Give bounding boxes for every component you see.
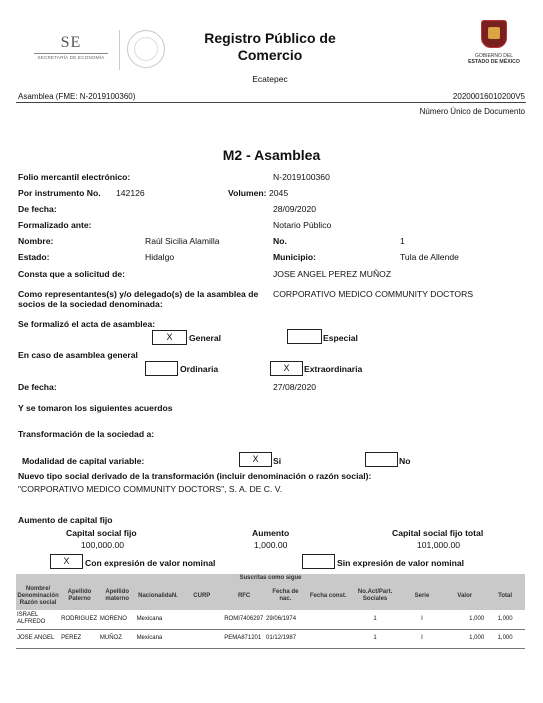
th-nacionalidad: NacionalidaN. (138, 592, 178, 599)
si-label: Si (273, 456, 282, 466)
municipio-value: Tula de Allende (400, 252, 459, 262)
gov-logo-line1: GOBIERNO DEL (474, 53, 514, 59)
gov-logo-line2: ESTADO DE MÉXICO (468, 59, 520, 65)
cell-nombre: ISRAEL ALFREDO (17, 612, 46, 626)
estado-value: Hidalgo (145, 252, 175, 262)
doc-ref-label: Número Único de Documento (419, 107, 525, 116)
acuerdos-label: Y se tomaron los siguientes acuerdos (18, 403, 173, 413)
nombre-label: Nombre: (18, 236, 54, 246)
th-fecha-const: Fecha const. (309, 592, 347, 599)
doc-ref-right: 20200016010200V5 (452, 92, 525, 101)
th-valor: Valor (457, 592, 473, 599)
form-title: M2 - Asamblea (222, 147, 321, 163)
cell-serie: I (421, 635, 423, 641)
cell-apellido-paterno: RODRIGUEZ (61, 615, 98, 622)
consta-value: JOSE ANGEL PEREZ MUÑOZ (273, 269, 392, 279)
registry-title-line1: Registro Público de (204, 30, 336, 46)
th-serie: Serie (414, 592, 430, 599)
cell-nacionalidad: Mexicana (136, 615, 163, 622)
th-apellido-materno: Apellido materno (105, 589, 130, 602)
table-group-header-row (16, 574, 525, 582)
capital-total-value: 101,000.00 (417, 540, 461, 550)
registry-location: Ecatepec (252, 74, 288, 84)
modalidad-label: Modalidad de capital variable: (22, 456, 145, 466)
edomex-shield-icon (481, 20, 507, 48)
municipio-label: Municipio: (273, 252, 316, 262)
especial-label: Especial (323, 333, 358, 343)
ordinaria-label: Ordinaria (180, 364, 219, 374)
nuevo-tipo-value: "CORPORATIVO MEDICO COMMUNITY DOCTORS", S. A. DE C. V. (18, 484, 283, 494)
representantes-label-2: socios de la sociedad denominada: (18, 299, 163, 309)
notario-no-label: No. (273, 236, 287, 246)
cell-valor: 1,000 (469, 635, 485, 641)
cell-apellido-paterno: PEREZ (61, 635, 82, 641)
th-apellido-paterno: Apellido Paterno (67, 589, 92, 602)
con-expresion-checkbox[interactable]: X (50, 554, 83, 569)
cell-fecha-nac: 01/12/1987 (266, 635, 297, 641)
cell-serie: I (421, 615, 423, 622)
logo-divider (119, 30, 120, 70)
formalizado-label: Formalizado ante: (18, 220, 92, 230)
doc-ref-divider (16, 102, 526, 103)
gov-edomex-logo (462, 20, 526, 74)
table-header-row (16, 582, 525, 610)
se-logo (28, 34, 114, 68)
formalizo-label: Se formalizó el acta de asamblea: (18, 319, 156, 329)
fecha2-value: 27/08/2020 (273, 382, 317, 392)
con-expresion-label: Con expresión de valor nominal (85, 558, 216, 568)
cell-apellido-materno: MUÑOZ (99, 635, 122, 641)
nombre-value: Raúl Sicilia Alamilla (145, 236, 220, 246)
cell-acciones: 1 (373, 615, 377, 622)
sin-expresion-label: Sin expresión de valor nominal (337, 558, 465, 568)
notario-no-value: 1 (400, 236, 405, 246)
aumento-value: 1,000.00 (254, 540, 288, 550)
cell-curp (180, 610, 223, 629)
th-rfc: RFC (237, 592, 251, 599)
transformacion-label: Transformación de la sociedad a: (18, 429, 155, 439)
capital-fijo-label: Capital social fijo (66, 528, 137, 538)
extraordinaria-checkbox[interactable]: X (270, 361, 303, 376)
cell-nacionalidad: Mexicana (136, 635, 163, 641)
doc-ref-left: Asamblea (FME: N-2019100360) (18, 92, 136, 101)
cell-total: 1,000 (497, 635, 513, 641)
aumento-capital-label: Aumento de capital fijo (18, 515, 113, 525)
cell-curp (180, 629, 223, 648)
socios-table (16, 574, 525, 649)
aumento-col-label: Aumento (252, 528, 290, 538)
cell-acciones: 1 (373, 635, 377, 641)
cell-nombre: JOSE ANGEL (17, 635, 55, 641)
cell-apellido-materno: MORENO (99, 615, 127, 622)
cell-fecha-const (306, 610, 351, 629)
folio-value: N-2019100360 (273, 172, 330, 182)
representantes-label-1: Como representantes(s) y/o delegado(s) de la asamblea de (18, 289, 259, 299)
cell-fecha-const (306, 629, 351, 648)
volumen-label: Volumen: (228, 188, 267, 198)
si-checkbox[interactable]: X (239, 452, 272, 467)
general-checkbox[interactable]: X (152, 330, 187, 345)
th-total: Total (498, 592, 513, 599)
fecha-label: De fecha: (18, 204, 57, 214)
folio-label: Folio mercantil electrónico: (18, 172, 131, 182)
cell-rfc: PEMA871201 (224, 635, 262, 641)
cell-valor: 1,000 (469, 615, 485, 622)
cell-rfc: ROMI7406297 (224, 615, 264, 622)
national-seal-icon (127, 30, 165, 68)
instrumento-value: 142126 (116, 188, 145, 198)
general-label: General (189, 333, 222, 343)
no-checkbox[interactable] (365, 452, 398, 467)
cell-total: 1,000 (497, 615, 513, 622)
sin-expresion-checkbox[interactable] (302, 554, 335, 569)
se-logo-text: SE (60, 34, 82, 51)
cell-fecha-nac: 29/06/1974 (266, 615, 297, 622)
ordinaria-checkbox[interactable] (145, 361, 178, 376)
formalizado-value: Notario Público (273, 220, 332, 230)
capital-total-label: Capital social fijo total (392, 528, 484, 538)
no-label: No (399, 456, 411, 466)
especial-checkbox[interactable] (287, 329, 322, 344)
th-acciones: No.Act/Part. Sociales (357, 589, 393, 602)
table-row (16, 629, 525, 648)
th-curp: CURP (193, 592, 211, 599)
registry-title-line2: Comercio (237, 47, 303, 63)
table-row (16, 610, 525, 629)
instrumento-label: Por instrumento No. (18, 188, 101, 198)
nuevo-tipo-label: Nuevo tipo social derivado de la transformación (incluir denominación o razón social): (18, 471, 372, 481)
th-fecha-nac: Fecha de nac. (272, 589, 299, 602)
table-group-header: Suscritas como sigue (239, 574, 302, 581)
capital-fijo-value: 100,000.00 (81, 540, 125, 550)
caso-asamblea-label: En caso de asamblea general (18, 350, 138, 360)
fecha2-label: De fecha: (18, 382, 57, 392)
volumen-value: 2045 (269, 188, 289, 198)
th-nombre: Nombre/ Denominación Razón social (17, 585, 59, 606)
estado-label: Estado: (18, 252, 50, 262)
consta-label: Consta que a solicitud de: (18, 269, 125, 279)
se-logo-subtitle: SECRETARÍA DE ECONOMÍA (37, 55, 105, 60)
extraordinaria-label: Extraordinaria (304, 364, 363, 374)
fecha-value: 28/09/2020 (273, 204, 317, 214)
representantes-value: CORPORATIVO MEDICO COMMUNITY DOCTORS (273, 289, 474, 299)
